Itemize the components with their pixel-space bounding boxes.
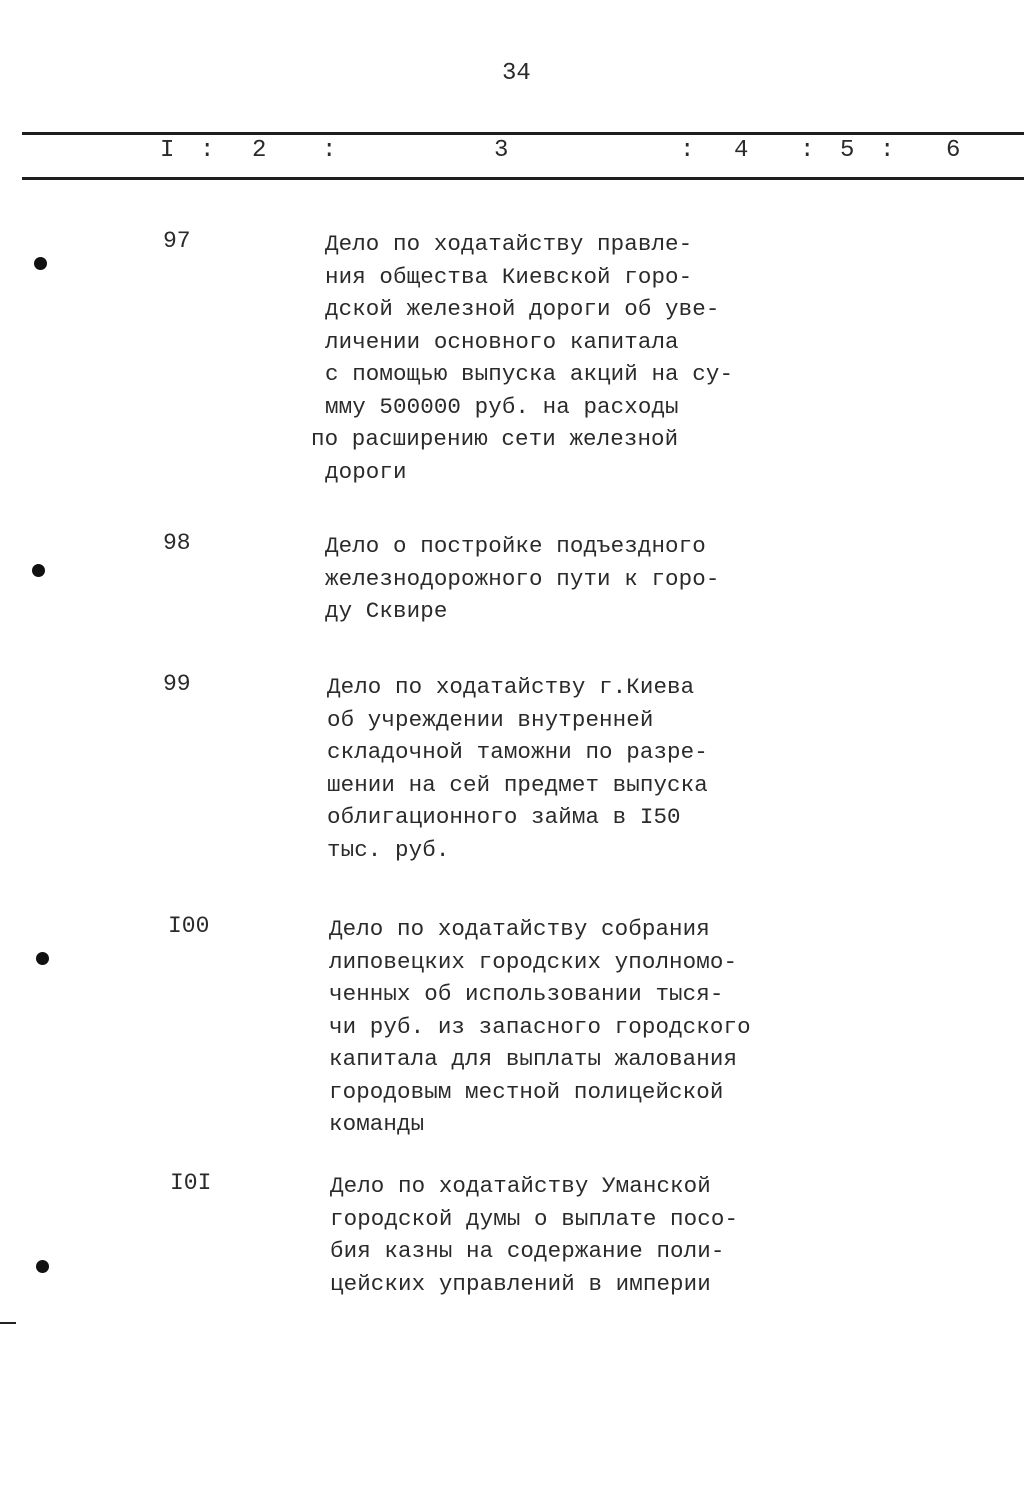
text-line: с помощью выпуска акций на су- <box>325 361 734 387</box>
entry-number: I00 <box>168 913 210 939</box>
text-line: дороги <box>325 458 407 485</box>
text-line: тыс. руб. <box>327 836 450 863</box>
column-separator: : <box>200 137 215 164</box>
text-line: городской думы о выплате посо- <box>330 1205 739 1232</box>
entry-number: 97 <box>163 228 191 254</box>
punch-hole-icon <box>36 1260 49 1273</box>
text-line: ния общества Киевской горо- <box>325 263 693 290</box>
entry-number: I0I <box>170 1170 212 1196</box>
page-number: 34 <box>502 60 531 87</box>
text-line: личении основного капитала <box>325 328 679 355</box>
column-separator: : <box>880 137 895 164</box>
text-line: Дело по ходатайству Уманской <box>330 1173 711 1199</box>
text-line: железнодорожного пути к горо- <box>325 565 720 592</box>
text-line: шении на сей предмет выпуска <box>327 771 708 798</box>
column-separator: : <box>800 137 815 164</box>
text-line: облигационного займа в I50 <box>327 804 681 830</box>
text-line: команды <box>329 1111 425 1137</box>
text-line: Дело по ходатайству г.Киева <box>327 674 695 700</box>
text-line: чи руб. из запасного городского <box>329 1013 751 1040</box>
text-line: складочной таможни по разре- <box>327 739 708 765</box>
text-line: ченных об использовании тыся- <box>329 981 724 1007</box>
text-line: капитала для выплаты жалования <box>329 1046 738 1072</box>
entry-description <box>329 913 751 1141</box>
entry-description <box>311 228 734 488</box>
column-4: 4 <box>734 137 749 164</box>
punch-hole-icon <box>32 564 45 577</box>
header-rule-bottom <box>22 177 1024 180</box>
column-5: 5 <box>840 137 855 164</box>
column-2: 2 <box>252 137 267 164</box>
text-line: Дело по ходатайству собрания <box>329 916 710 942</box>
edge-mark <box>0 1322 16 1324</box>
column-1: I <box>160 137 175 164</box>
entry-description <box>330 1170 738 1300</box>
text-line: бия казны на содержание поли- <box>330 1238 725 1264</box>
header-rule-top <box>22 132 1024 135</box>
text-line: мму 500000 руб. на расходы <box>325 393 679 420</box>
punch-hole-icon <box>34 257 47 270</box>
column-6: 6 <box>946 137 961 164</box>
entry-number: 99 <box>163 671 191 697</box>
text-line: цейских управлений в империи <box>330 1270 711 1297</box>
column-separator: : <box>322 137 337 164</box>
text-line: Дело о постройке подъездного <box>325 533 706 559</box>
text-line: об учреждении внутренней <box>327 706 654 733</box>
punch-hole-icon <box>36 952 49 965</box>
text-line: ду Сквире <box>325 598 448 624</box>
column-3: 3 <box>494 137 509 164</box>
text-line: по расширению сети железной <box>311 426 679 452</box>
text-line: дской железной дороги об уве- <box>325 296 720 322</box>
text-line: городовым местной полицейской <box>329 1078 724 1105</box>
text-line: Дело по ходатайству правле- <box>325 231 693 257</box>
entry-description <box>325 530 719 628</box>
text-line: липовецких городских уполномо- <box>329 948 738 975</box>
entry-number: 98 <box>163 530 191 556</box>
column-separator: : <box>680 137 695 164</box>
entry-description <box>327 671 708 866</box>
